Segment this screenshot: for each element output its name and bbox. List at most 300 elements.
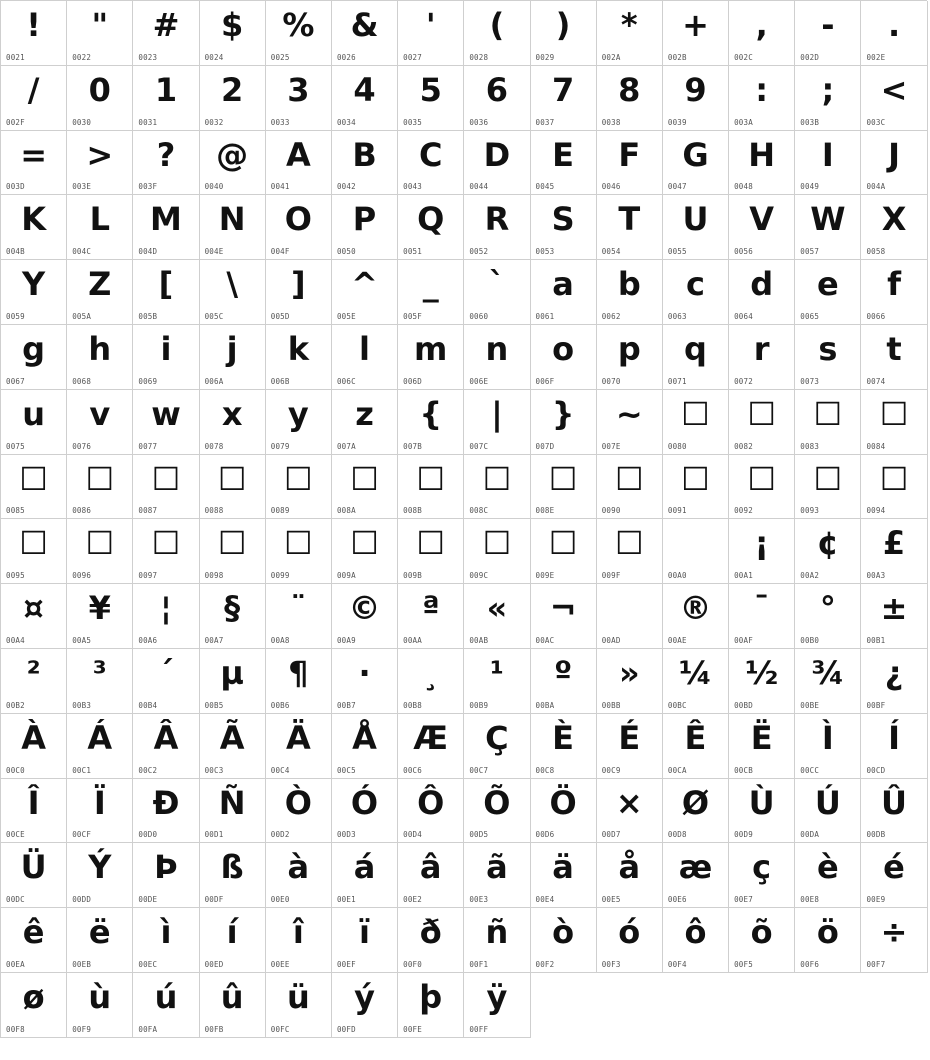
glyph-codepoint: 00FD: [336, 1024, 356, 1034]
glyph-cell[interactable]: [200, 131, 266, 196]
glyph-character: O: [284, 200, 312, 239]
glyph-cell[interactable]: [861, 714, 927, 779]
glyph-codepoint: 0026: [336, 52, 356, 62]
glyph-cell[interactable]: [597, 1, 663, 66]
glyph-cell[interactable]: [133, 260, 199, 325]
glyph-cell[interactable]: [266, 519, 332, 584]
glyph-cell[interactable]: [200, 908, 266, 973]
glyph-character: q: [684, 329, 707, 368]
glyph-cell[interactable]: [795, 1, 861, 66]
glyph-character: 3: [287, 70, 310, 109]
glyph-cell[interactable]: [795, 455, 861, 520]
glyph-cell[interactable]: [332, 131, 398, 196]
glyph-character: Ä: [285, 718, 311, 757]
glyph-cell[interactable]: [1, 779, 67, 844]
glyph-cell[interactable]: [67, 649, 133, 714]
glyph-character: Q: [417, 200, 445, 239]
glyph-character: ù: [88, 977, 112, 1016]
glyph-cell[interactable]: [795, 714, 861, 779]
glyph-cell[interactable]: [332, 66, 398, 131]
glyph-cell[interactable]: [332, 779, 398, 844]
glyph-cell[interactable]: [67, 1, 133, 66]
glyph-cell[interactable]: [133, 195, 199, 260]
glyph-cell[interactable]: [464, 325, 530, 390]
glyph-cell[interactable]: [464, 649, 530, 714]
glyph-cell[interactable]: [663, 519, 729, 584]
glyph-cell[interactable]: [133, 908, 199, 973]
glyph-cell[interactable]: [531, 455, 597, 520]
glyph-cell[interactable]: [398, 973, 464, 1038]
glyph-cell[interactable]: [67, 973, 133, 1038]
glyph-cell[interactable]: [266, 908, 332, 973]
glyph-cell[interactable]: [266, 260, 332, 325]
glyph-cell[interactable]: [861, 519, 927, 584]
glyph-cell[interactable]: [464, 584, 530, 649]
glyph-cell[interactable]: [266, 843, 332, 908]
glyph-codepoint: 00F5: [734, 959, 753, 969]
glyph-cell[interactable]: [1, 973, 67, 1038]
glyph-cell[interactable]: [464, 973, 530, 1038]
glyph-cell[interactable]: [1, 908, 67, 973]
glyph-cell[interactable]: [266, 66, 332, 131]
glyph-cell[interactable]: [795, 584, 861, 649]
glyph-cell[interactable]: [1, 714, 67, 779]
empty-cell: [729, 973, 795, 1038]
glyph-codepoint: 0098: [204, 571, 224, 581]
glyph-cell[interactable]: [398, 325, 464, 390]
glyph-codepoint: 00D0: [138, 830, 158, 840]
glyph-cell[interactable]: [795, 519, 861, 584]
glyph-codepoint: 00E2: [403, 895, 422, 905]
glyph-cell[interactable]: [398, 390, 464, 455]
glyph-cell[interactable]: [1, 519, 67, 584]
glyph-character: ÷: [880, 913, 908, 952]
glyph-character: ~: [615, 394, 643, 433]
glyph-cell[interactable]: [597, 66, 663, 131]
glyph-cell[interactable]: [398, 649, 464, 714]
glyph-cell[interactable]: [332, 843, 398, 908]
glyph-cell[interactable]: [200, 714, 266, 779]
glyph-cell[interactable]: [464, 779, 530, 844]
glyph-cell[interactable]: [861, 843, 927, 908]
glyph-character: ´: [157, 653, 174, 692]
glyph-codepoint: 00A2: [800, 571, 820, 581]
glyph-cell[interactable]: [398, 195, 464, 260]
glyph-character: ã: [486, 848, 508, 887]
glyph-cell[interactable]: [464, 843, 530, 908]
glyph-character: Ú: [814, 783, 841, 822]
glyph-codepoint: 00BE: [800, 700, 820, 710]
glyph-character: 5: [419, 70, 442, 109]
glyph-cell[interactable]: [398, 66, 464, 131]
glyph-codepoint: 002C: [734, 52, 753, 62]
glyph-character: H: [748, 135, 776, 174]
glyph-cell[interactable]: [133, 973, 199, 1038]
glyph-cell[interactable]: [795, 325, 861, 390]
glyph-cell[interactable]: [200, 1, 266, 66]
glyph-character: ©: [348, 589, 381, 628]
glyph-character: ³: [92, 653, 107, 692]
glyph-cell[interactable]: [266, 779, 332, 844]
glyph-cell[interactable]: [332, 584, 398, 649]
glyph-cell[interactable]: [67, 131, 133, 196]
glyph-cell[interactable]: [597, 131, 663, 196]
glyph-cell[interactable]: [597, 390, 663, 455]
glyph-cell[interactable]: [464, 195, 530, 260]
glyph-cell[interactable]: [464, 455, 530, 520]
glyph-cell[interactable]: [200, 66, 266, 131]
glyph-cell[interactable]: [663, 325, 729, 390]
glyph-cell[interactable]: [729, 843, 795, 908]
glyph-codepoint: 00A0: [667, 571, 687, 581]
glyph-cell[interactable]: [861, 260, 927, 325]
glyph-cell[interactable]: [67, 519, 133, 584]
glyph-cell[interactable]: [597, 584, 663, 649]
glyph-cell[interactable]: [861, 908, 927, 973]
glyph-character: ä: [552, 848, 574, 887]
glyph-cell[interactable]: [597, 455, 663, 520]
glyph-codepoint: 0083: [800, 441, 820, 451]
glyph-codepoint: 0035: [403, 117, 422, 127]
glyph-codepoint: 0065: [800, 311, 820, 321]
glyph-codepoint: 00C7: [469, 765, 489, 775]
glyph-cell[interactable]: [332, 1, 398, 66]
glyph-character: ê: [22, 913, 45, 952]
glyph-codepoint: 00F6: [800, 959, 820, 969]
glyph-cell[interactable]: [332, 908, 398, 973]
glyph-cell[interactable]: [531, 779, 597, 844]
glyph-character: s: [818, 329, 838, 368]
glyph-cell[interactable]: [795, 779, 861, 844]
glyph-cell[interactable]: [1, 1, 67, 66]
glyph-cell[interactable]: [663, 649, 729, 714]
glyph-cell[interactable]: [67, 66, 133, 131]
glyph-cell[interactable]: [266, 455, 332, 520]
glyph-cell[interactable]: [398, 779, 464, 844]
glyph-cell[interactable]: [597, 908, 663, 973]
glyph-codepoint: 0053: [535, 247, 555, 257]
glyph-cell[interactable]: [67, 779, 133, 844]
glyph-cell[interactable]: [1, 390, 67, 455]
glyph-character: õ: [750, 913, 773, 952]
glyph-cell[interactable]: [597, 195, 663, 260]
glyph-cell[interactable]: [663, 455, 729, 520]
glyph-codepoint: 0082: [734, 441, 753, 451]
glyph-cell[interactable]: [464, 131, 530, 196]
glyph-cell[interactable]: [200, 584, 266, 649]
glyph-cell[interactable]: [200, 843, 266, 908]
glyph-cell[interactable]: [663, 260, 729, 325]
glyph-cell[interactable]: [531, 843, 597, 908]
glyph-cell[interactable]: [597, 649, 663, 714]
glyph-cell[interactable]: [133, 131, 199, 196]
glyph-cell[interactable]: [133, 714, 199, 779]
glyph-codepoint: 0029: [535, 52, 555, 62]
glyph-cell[interactable]: [795, 195, 861, 260]
glyph-codepoint: 00AF: [734, 635, 753, 645]
glyph-cell[interactable]: [200, 973, 266, 1038]
glyph-cell[interactable]: [729, 260, 795, 325]
glyph-cell[interactable]: [332, 455, 398, 520]
glyph-cell[interactable]: [200, 260, 266, 325]
glyph-cell[interactable]: [795, 66, 861, 131]
glyph-cell[interactable]: [597, 260, 663, 325]
glyph-cell[interactable]: [861, 131, 927, 196]
glyph-character: Z: [88, 265, 112, 304]
glyph-cell[interactable]: [597, 325, 663, 390]
glyph-codepoint: 00A3: [866, 571, 886, 581]
glyph-cell[interactable]: [266, 390, 332, 455]
glyph-cell[interactable]: [133, 649, 199, 714]
glyph-character: û: [220, 977, 244, 1016]
glyph-character: v: [89, 394, 111, 433]
glyph-cell[interactable]: [531, 519, 597, 584]
glyph-cell[interactable]: [1, 66, 67, 131]
glyph-cell[interactable]: [531, 325, 597, 390]
glyph-codepoint: 00AC: [535, 635, 555, 645]
glyph-cell[interactable]: [861, 649, 927, 714]
glyph-cell[interactable]: [266, 131, 332, 196]
glyph-cell[interactable]: [531, 714, 597, 779]
glyph-cell[interactable]: [729, 1, 795, 66]
glyph-character: Ç: [485, 718, 509, 757]
glyph-cell[interactable]: [332, 973, 398, 1038]
glyph-cell[interactable]: [464, 908, 530, 973]
glyph-character: ☐: [85, 524, 115, 563]
glyph-character: ☐: [681, 459, 710, 498]
glyph-codepoint: 0068: [72, 376, 92, 386]
glyph-cell[interactable]: [200, 390, 266, 455]
glyph-cell[interactable]: [861, 455, 927, 520]
glyph-cell[interactable]: [795, 908, 861, 973]
glyph-cell[interactable]: [531, 260, 597, 325]
glyph-codepoint: 00B7: [336, 700, 356, 710]
glyph-character: G: [682, 135, 709, 174]
glyph-cell[interactable]: [200, 455, 266, 520]
glyph-cell[interactable]: [663, 390, 729, 455]
glyph-codepoint: 0069: [138, 376, 158, 386]
glyph-cell[interactable]: [200, 325, 266, 390]
glyph-cell[interactable]: [1, 649, 67, 714]
glyph-cell[interactable]: [398, 714, 464, 779]
glyph-cell[interactable]: [597, 843, 663, 908]
glyph-cell[interactable]: [531, 908, 597, 973]
glyph-character: ☐: [614, 459, 644, 498]
glyph-cell[interactable]: [332, 195, 398, 260]
glyph-cell[interactable]: [133, 843, 199, 908]
glyph-cell[interactable]: [1, 325, 67, 390]
glyph-cell[interactable]: [1, 260, 67, 325]
glyph-cell[interactable]: [266, 973, 332, 1038]
glyph-cell[interactable]: [332, 649, 398, 714]
glyph-codepoint: 00A9: [336, 635, 356, 645]
glyph-cell[interactable]: [663, 843, 729, 908]
glyph-cell[interactable]: [531, 649, 597, 714]
glyph-codepoint: 005B: [138, 311, 158, 321]
glyph-cell[interactable]: [464, 519, 530, 584]
glyph-cell[interactable]: [266, 1, 332, 66]
glyph-cell[interactable]: [200, 779, 266, 844]
glyph-cell[interactable]: [67, 714, 133, 779]
glyph-character: ☐: [879, 394, 909, 433]
glyph-cell[interactable]: [795, 260, 861, 325]
glyph-cell[interactable]: [332, 260, 398, 325]
glyph-character: Þ: [154, 848, 178, 887]
glyph-cell[interactable]: [67, 584, 133, 649]
glyph-cell[interactable]: [464, 1, 530, 66]
glyph-cell[interactable]: [200, 649, 266, 714]
glyph-cell[interactable]: [663, 195, 729, 260]
glyph-cell[interactable]: [67, 325, 133, 390]
glyph-cell[interactable]: [398, 843, 464, 908]
glyph-cell[interactable]: [266, 325, 332, 390]
glyph-cell[interactable]: [729, 584, 795, 649]
glyph-character: t: [886, 329, 902, 368]
glyph-cell[interactable]: [464, 714, 530, 779]
glyph-cell[interactable]: [729, 714, 795, 779]
glyph-cell[interactable]: [597, 714, 663, 779]
glyph-codepoint: 00DB: [866, 830, 886, 840]
glyph-character: ó: [618, 913, 641, 952]
glyph-cell[interactable]: [729, 325, 795, 390]
glyph-cell[interactable]: [398, 584, 464, 649]
glyph-cell[interactable]: [663, 779, 729, 844]
glyph-cell[interactable]: [795, 649, 861, 714]
glyph-cell[interactable]: [266, 649, 332, 714]
glyph-codepoint: 00AB: [469, 635, 489, 645]
glyph-codepoint: 007A: [336, 441, 356, 451]
glyph-cell[interactable]: [266, 584, 332, 649]
glyph-codepoint: 00C1: [72, 765, 92, 775]
glyph-cell[interactable]: [861, 584, 927, 649]
glyph-cell[interactable]: [663, 1, 729, 66]
empty-cell: [531, 973, 597, 1038]
glyph-codepoint: 00D8: [667, 830, 687, 840]
glyph-cell[interactable]: [133, 584, 199, 649]
glyph-cell[interactable]: [729, 908, 795, 973]
glyph-cell[interactable]: [398, 1, 464, 66]
glyph-cell[interactable]: [663, 714, 729, 779]
glyph-cell[interactable]: [663, 66, 729, 131]
glyph-cell[interactable]: [729, 66, 795, 131]
glyph-cell[interactable]: [1, 195, 67, 260]
glyph-cell[interactable]: [861, 779, 927, 844]
glyph-cell[interactable]: [663, 584, 729, 649]
glyph-cell[interactable]: [332, 325, 398, 390]
glyph-cell[interactable]: [133, 519, 199, 584]
glyph-cell[interactable]: [133, 325, 199, 390]
glyph-cell[interactable]: [861, 390, 927, 455]
glyph-codepoint: 0067: [6, 376, 25, 386]
glyph-cell[interactable]: [464, 260, 530, 325]
glyph-cell[interactable]: [398, 519, 464, 584]
glyph-character: Û: [881, 783, 908, 822]
glyph-character: ☐: [614, 524, 644, 563]
glyph-cell[interactable]: [729, 390, 795, 455]
glyph-cell[interactable]: [729, 195, 795, 260]
glyph-cell[interactable]: [795, 131, 861, 196]
glyph-cell[interactable]: [795, 390, 861, 455]
glyph-cell[interactable]: [531, 390, 597, 455]
glyph-cell[interactable]: [531, 66, 597, 131]
glyph-cell[interactable]: [861, 1, 927, 66]
glyph-cell[interactable]: [531, 584, 597, 649]
glyph-cell[interactable]: [133, 390, 199, 455]
glyph-cell[interactable]: [663, 908, 729, 973]
glyph-cell[interactable]: [729, 131, 795, 196]
glyph-codepoint: 004E: [204, 247, 224, 257]
glyph-codepoint: 00DD: [72, 895, 92, 905]
glyph-cell[interactable]: [795, 843, 861, 908]
glyph-cell[interactable]: [398, 908, 464, 973]
glyph-cell[interactable]: [133, 66, 199, 131]
glyph-cell[interactable]: [398, 131, 464, 196]
glyph-cell[interactable]: [464, 390, 530, 455]
glyph-cell[interactable]: [398, 455, 464, 520]
glyph-cell[interactable]: [67, 843, 133, 908]
glyph-cell[interactable]: [531, 1, 597, 66]
glyph-cell[interactable]: [133, 455, 199, 520]
glyph-cell[interactable]: [1, 131, 67, 196]
glyph-cell[interactable]: [597, 519, 663, 584]
glyph-cell[interactable]: [729, 455, 795, 520]
glyph-character: ¯: [753, 589, 770, 628]
glyph-cell[interactable]: [200, 519, 266, 584]
glyph-codepoint: 006C: [336, 376, 356, 386]
glyph-cell[interactable]: [332, 519, 398, 584]
glyph-character: e: [816, 265, 839, 304]
glyph-cell[interactable]: [861, 195, 927, 260]
glyph-cell[interactable]: [266, 714, 332, 779]
glyph-cell[interactable]: [531, 195, 597, 260]
glyph-cell[interactable]: [729, 649, 795, 714]
glyph-character: ×: [615, 783, 643, 822]
glyph-cell[interactable]: [332, 714, 398, 779]
glyph-cell[interactable]: [1, 455, 67, 520]
glyph-codepoint: 008A: [336, 506, 356, 516]
glyph-cell[interactable]: [663, 131, 729, 196]
glyph-cell[interactable]: [200, 195, 266, 260]
glyph-cell[interactable]: [67, 908, 133, 973]
glyph-cell[interactable]: [861, 66, 927, 131]
glyph-character: Ð: [152, 783, 180, 822]
glyph-cell[interactable]: [531, 131, 597, 196]
glyph-character: ¹: [489, 653, 504, 692]
glyph-cell[interactable]: [1, 584, 67, 649]
glyph-cell[interactable]: [597, 779, 663, 844]
glyph-cell[interactable]: [398, 260, 464, 325]
glyph-cell[interactable]: [1, 843, 67, 908]
glyph-character: c: [685, 265, 705, 304]
glyph-cell[interactable]: [67, 260, 133, 325]
glyph-codepoint: 0088: [204, 506, 224, 516]
glyph-cell[interactable]: [266, 195, 332, 260]
glyph-cell[interactable]: [133, 1, 199, 66]
glyph-cell[interactable]: [861, 325, 927, 390]
glyph-cell[interactable]: [464, 66, 530, 131]
glyph-character: ☐: [350, 524, 379, 563]
glyph-cell[interactable]: [67, 195, 133, 260]
glyph-character: Ö: [549, 783, 577, 822]
glyph-cell[interactable]: [67, 455, 133, 520]
glyph-cell[interactable]: [332, 390, 398, 455]
glyph-cell[interactable]: [133, 779, 199, 844]
glyph-cell[interactable]: [729, 519, 795, 584]
glyph-character: +: [682, 6, 709, 44]
glyph-character: Ó: [350, 783, 379, 822]
glyph-cell[interactable]: [729, 779, 795, 844]
glyph-cell[interactable]: [67, 390, 133, 455]
